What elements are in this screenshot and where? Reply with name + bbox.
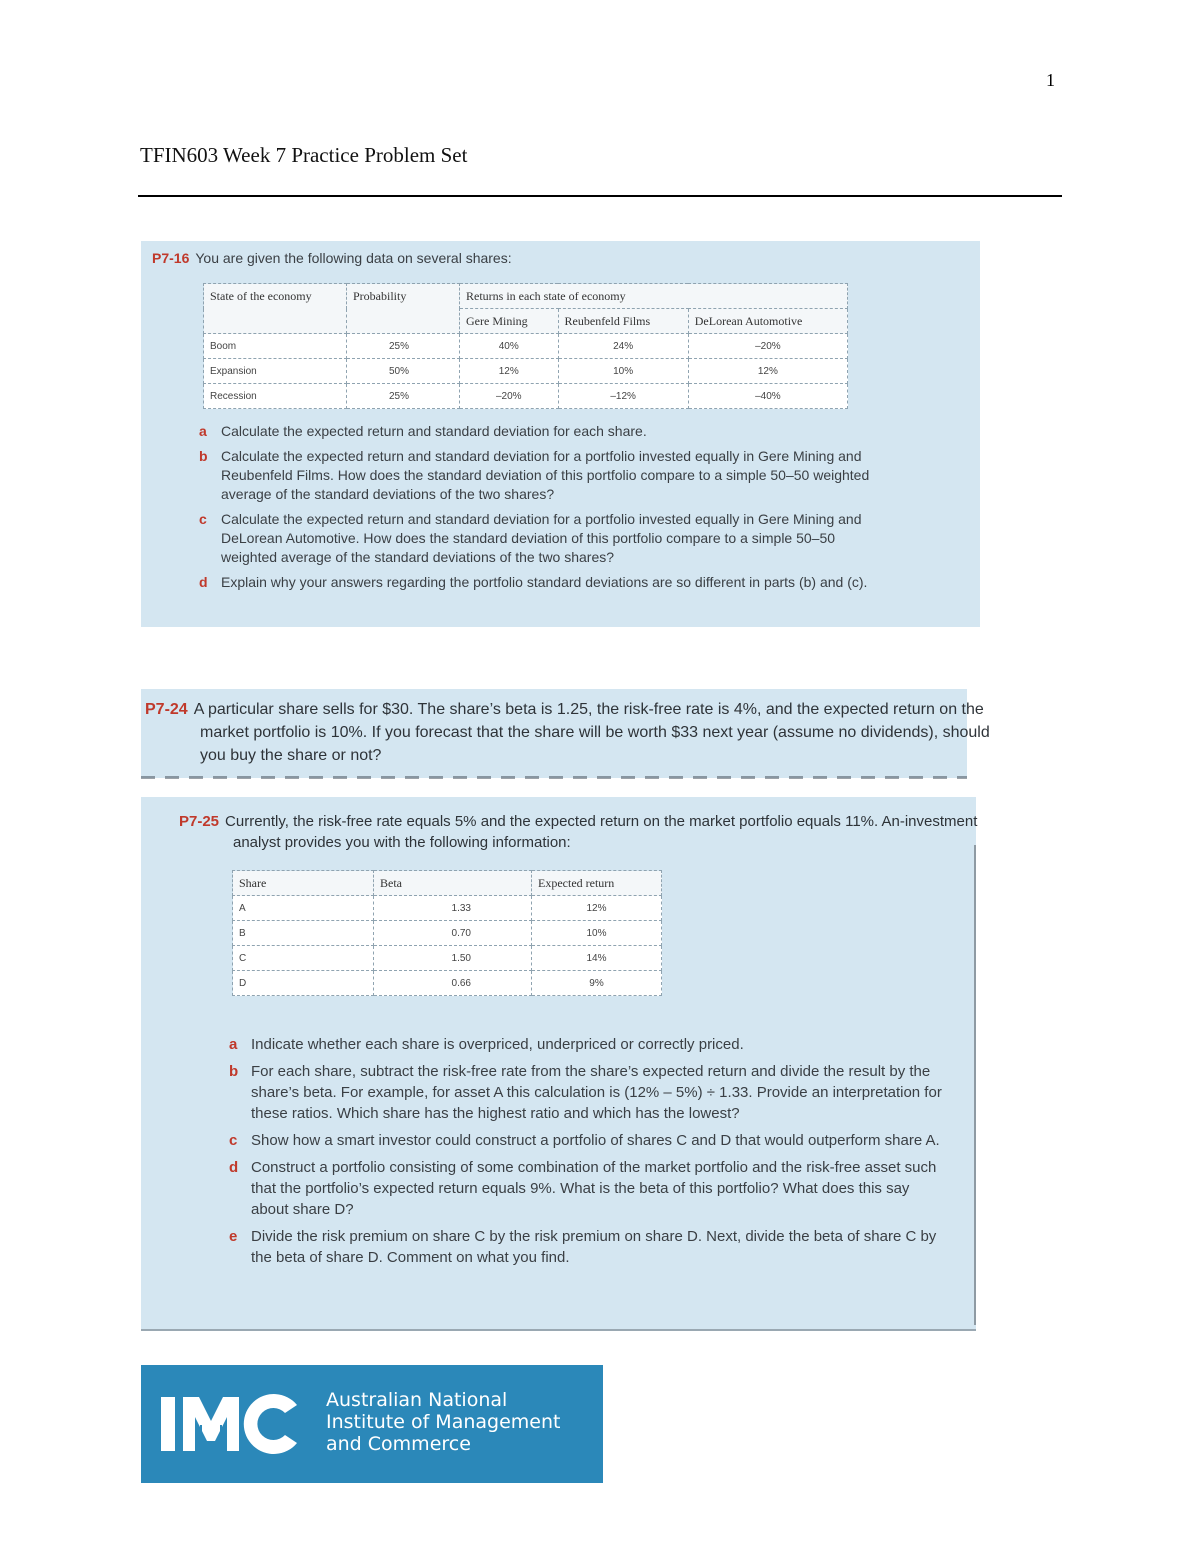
cell-return: –40%: [688, 384, 847, 409]
problem-p7-16-heading: [152, 249, 512, 268]
cell-probability: 25%: [347, 384, 460, 409]
cell-return: –12%: [558, 384, 688, 409]
list-item: [199, 422, 879, 441]
part-text: Divide the risk premium on share C by the risk premium on share D. Next, divide the beta of share C by the beta of share D. Comment on what you find.: [251, 1228, 937, 1266]
part-text: Construct a portfolio consisting of some combination of the market portfolio and the risk-free asset such that the portfolio’s expected return equals 9%. What is the beta of this portfolio? What does this say about share D?: [251, 1159, 937, 1218]
table-row: [233, 971, 662, 996]
cell-share: C: [233, 946, 374, 971]
part-text: Show how a smart investor could construct a portfolio of shares C and D that would outperform share A.: [251, 1132, 940, 1149]
part-letter: e: [229, 1228, 238, 1245]
cell-return: –20%: [688, 334, 847, 359]
share-beta-table: [232, 870, 662, 996]
part-text: Explain why your answers regarding the portfolio standard deviations are so different in parts (b) and (c).: [221, 574, 868, 590]
header-returns: Returns in each state of economy: [460, 284, 848, 309]
cell-return: 24%: [558, 334, 688, 359]
imc-logo-mark: [161, 1391, 301, 1457]
part-text: Calculate the expected return and standard deviation for a portfolio invested equally in Gere Mining and DeLorean Automotive. How does the standard deviation of this portfolio compare to a simple 50–50 weighted average of the standard deviations of the two shares?: [221, 511, 862, 565]
list-item: [229, 1226, 949, 1268]
problem-text: Currently, the risk-free rate equals 5% and the expected return on the market portfolio equals 11%. An-investment analyst provides you with the following information:: [225, 813, 978, 851]
cell-expected-return: 14%: [532, 946, 662, 971]
cell-beta: 1.50: [374, 946, 532, 971]
cell-return: 40%: [460, 334, 559, 359]
problem-text: A particular share sells for $30. The share’s beta is 1.25, the risk-free rate is 4%, and the expected return on the market portfolio is 10%. If you forecast that the share will be worth $33 next year (assume no dividends), should you buy the share or not?: [193, 701, 990, 764]
table-row: [233, 946, 662, 971]
list-item: [199, 573, 879, 592]
cell-share: D: [233, 971, 374, 996]
cropped-line-divider: [141, 776, 967, 779]
table-row: [204, 334, 848, 359]
part-text: Calculate the expected return and standard deviation for a portfolio invested equally in Gere Mining and Reubenfeld Films. How does the standard deviation of this portfolio compare to a simple 50–50 weighted average of the standard deviations of the two shares?: [221, 448, 870, 502]
list-item: [229, 1034, 949, 1055]
cell-expected-return: 12%: [532, 896, 662, 921]
cell-expected-return: 10%: [532, 921, 662, 946]
cell-beta: 0.70: [374, 921, 532, 946]
cell-state: Recession: [204, 384, 347, 409]
cell-state: Expansion: [204, 359, 347, 384]
logo-line: Institute of Management: [326, 1411, 561, 1433]
list-item: [199, 510, 879, 567]
cell-share: A: [233, 896, 374, 921]
problem-number: P7-16: [152, 250, 190, 266]
problem-p7-16-parts: [199, 422, 879, 598]
logo-line: Australian National: [326, 1389, 508, 1411]
cell-return: 12%: [460, 359, 559, 384]
problem-intro: You are given the following data on several shares:: [195, 250, 512, 266]
problem-number: P7-24: [145, 701, 188, 718]
part-letter: d: [229, 1159, 239, 1176]
part-text: Calculate the expected return and standard deviation for each share.: [221, 423, 647, 439]
imc-logo-banner: [141, 1365, 603, 1483]
part-letter: c: [229, 1132, 238, 1149]
problem-number: P7-25: [179, 813, 220, 830]
cell-share: B: [233, 921, 374, 946]
cell-return: 12%: [688, 359, 847, 384]
table-row: [204, 359, 848, 384]
part-letter: a: [229, 1036, 238, 1053]
list-item: [229, 1157, 949, 1220]
page-number: 1: [1046, 70, 1055, 90]
part-letter: d: [199, 574, 208, 590]
cell-beta: 0.66: [374, 971, 532, 996]
document-title: TFIN603 Week 7 Practice Problem Set: [140, 143, 468, 167]
header-gere-mining: Gere Mining: [460, 309, 559, 334]
cell-state: Boom: [204, 334, 347, 359]
logo-line: and Commerce: [326, 1433, 471, 1455]
problem-p7-24-heading: [145, 698, 1000, 767]
imc-logo-text: [326, 1389, 560, 1455]
header-state: State of the economy: [204, 284, 347, 334]
cell-probability: 50%: [347, 359, 460, 384]
cell-return: 10%: [558, 359, 688, 384]
header-beta: Beta: [374, 871, 532, 896]
table-row: [233, 921, 662, 946]
table-header-row: [233, 871, 662, 896]
part-text: For each share, subtract the risk-free rate from the share’s expected return and divide the result by the share’s beta. For example, for asset A this calculation is (12% – 5%) ÷ 1.33. Provide an interpretation for these ratios. Which share has the highest ratio and which has the lowest?: [251, 1063, 942, 1122]
part-letter: c: [199, 511, 207, 527]
cell-probability: 25%: [347, 334, 460, 359]
problem-p7-25-heading: [179, 811, 1023, 853]
part-letter: b: [199, 448, 208, 464]
cell-expected-return: 9%: [532, 971, 662, 996]
economy-returns-table: [203, 283, 848, 409]
problem-p7-25-parts: [229, 1034, 949, 1274]
title-divider: [138, 195, 1062, 197]
header-share: Share: [233, 871, 374, 896]
header-reubenfeld-films: Reubenfeld Films: [558, 309, 688, 334]
list-item: [199, 447, 879, 504]
header-expected-return: Expected return: [532, 871, 662, 896]
part-text: Indicate whether each share is overpriced, underpriced or correctly priced.: [251, 1036, 744, 1053]
list-item: [229, 1130, 949, 1151]
table-row: [204, 384, 848, 409]
cell-beta: 1.33: [374, 896, 532, 921]
panel-edge: [974, 845, 976, 1325]
part-letter: a: [199, 423, 207, 439]
table-row: [233, 896, 662, 921]
header-probability: Probability: [347, 284, 460, 334]
table-header-row: [204, 284, 848, 309]
list-item: [229, 1061, 949, 1124]
cell-return: –20%: [460, 384, 559, 409]
header-delorean-automotive: DeLorean Automotive: [688, 309, 847, 334]
part-letter: b: [229, 1063, 239, 1080]
